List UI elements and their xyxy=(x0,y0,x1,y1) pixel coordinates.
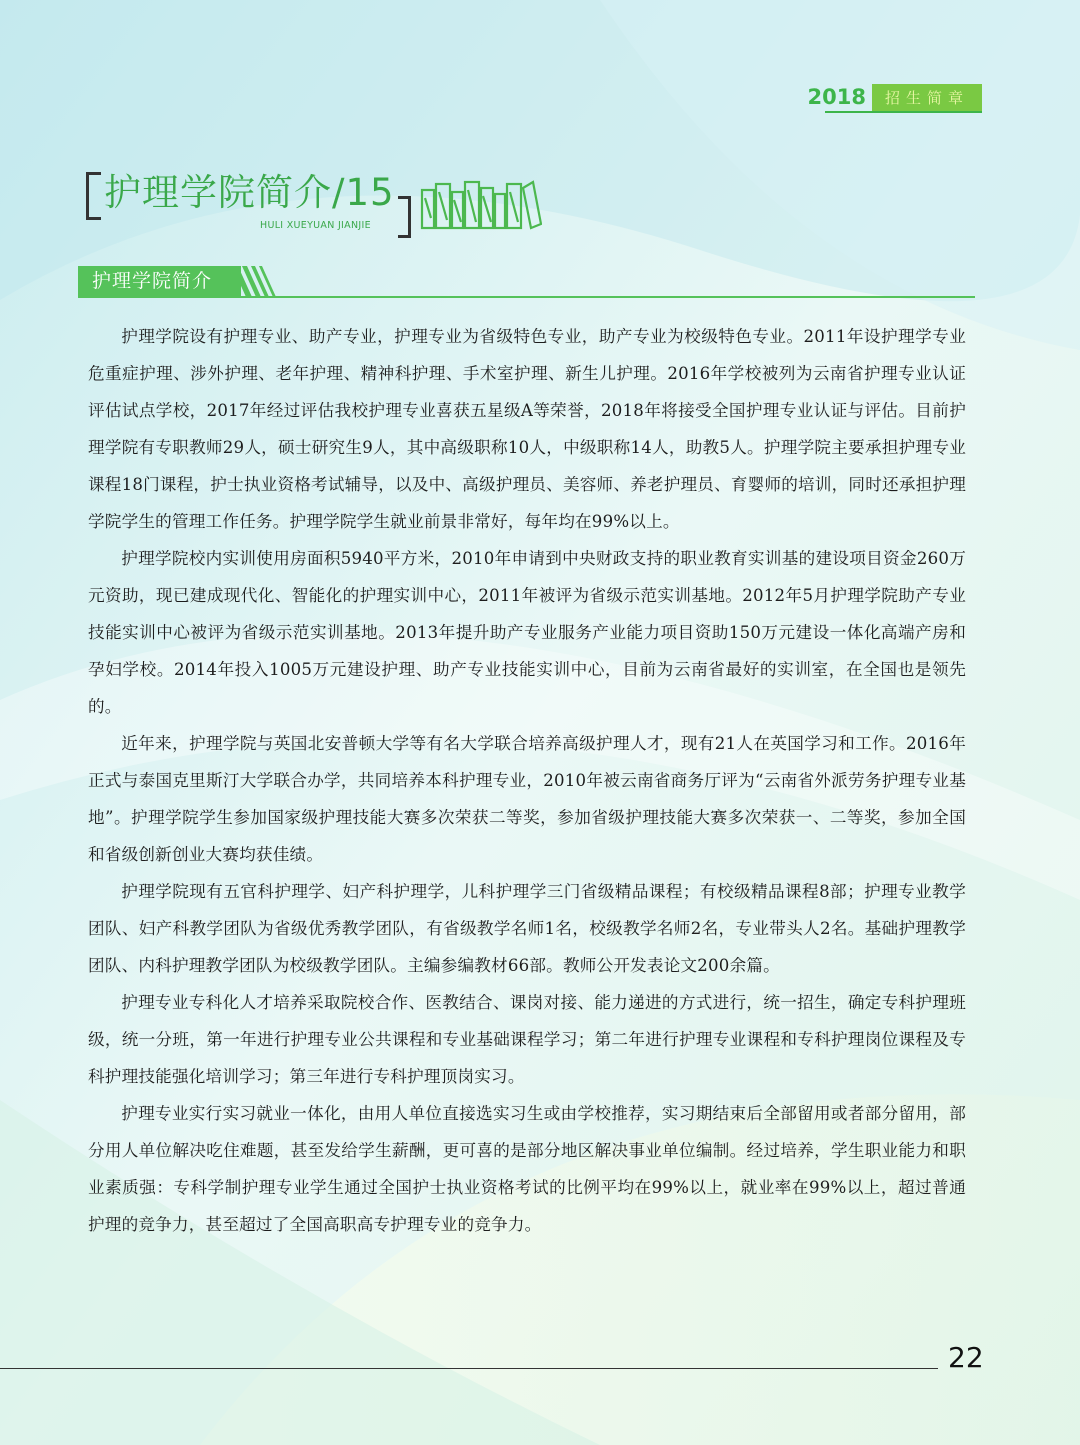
header-badge-box xyxy=(872,84,982,111)
header-underline xyxy=(825,111,982,113)
page-number: 22 xyxy=(948,1341,984,1374)
books-icon xyxy=(420,178,542,230)
paragraph: 护理学院现有五官科护理学、妇产科护理学，儿科护理学三门省级精品课程；有校级精品课程8部；护理专业教学团队、妇产科教学团队为省级优秀教学团队，有省级教学名师1名，校级教学名师2名，专业带头人2名。基础护理教学团队、内科护理教学团队为校级教学团队。主编参编教材66部。教师公开发表论文200余篇。 xyxy=(88,882,966,975)
title-bracket-left xyxy=(86,172,101,220)
title-bracket-right xyxy=(398,196,411,238)
title-pinyin: HULI XUEYUAN JIANJIE xyxy=(260,220,371,231)
paragraph: 护理专业实行实习就业一体化，由用人单位直接选实习生或由学校推荐，实习期结束后全部留用或者部分留用，部分用人单位解决吃住难题，甚至发给学生薪酬，更可喜的是部分地区解决事业单位编制。经过培养，学生职业能力和职业素质强：专科学制护理专业学生通过全国护士执业资格考试的比例平均在99%以上，就业率在99%以上，超过普通护理的竞争力，甚至超过了全国高职高专护理专业的竞争力。 xyxy=(88,1104,966,1234)
paragraph: 护理学院设有护理专业、助产专业，护理专业为省级特色专业，助产专业为校级特色专业。2011年设护理学专业危重症护理、涉外护理、老年护理、精神科护理、手术室护理、新生儿护理。2016年学校被列为云南省护理专业认证评估试点学校，2017年经过评估我校护理专业喜获五星级A等荣誉，2018年将接受全国护理专业认证与评估。目前护理学院有专职教师29人，硕士研究生9人，其中高级职称10人，中级职称14人，助教5人。护理学院主要承担护理专业课程18门课程，护士执业资格考试辅导，以及中、高级护理员、美容师、养老护理员、育婴师的培训，同时还承担护理学院学生的管理工作任务。护理学院学生就业前景非常好，每年均在99%以上。 xyxy=(88,327,966,531)
paragraph: 护理学院校内实训使用房面积5940平方米，2010年申请到中央财政支持的职业教育实训基的建设项目资金260万元资助，现已建成现代化、智能化的护理实训中心，2011年被评为省级示范实训基地。2012年5月护理学院助产专业技能实训中心被评为省级示范实训基地。2013年提升助产专业服务产业能力项目资助150万元建设一体化高端产房和孕妇学校。2014年投入1005万元建设护理、助产专业技能实训中心，目前为云南省最好的实训室，在全国也是领先的。 xyxy=(88,549,966,716)
header-badge-label: 招生简章 xyxy=(884,89,969,107)
section-tab-label: 护理学院简介 xyxy=(92,270,213,292)
header-badge xyxy=(808,84,982,111)
paragraph: 护理专业专科化人才培养采取院校合作、医教结合、课岗对接、能力递进的方式进行，统一招生，确定专科护理班级，统一分班，第一年进行护理专业公共课程和专业基础课程学习；第二年进行护理专业课程和专科护理岗位课程及专科护理技能强化培训学习；第三年进行专科护理顶岗实习。 xyxy=(88,993,966,1086)
title-main: 护理学院简介/15 xyxy=(104,171,395,214)
header-year: 2018 xyxy=(807,85,866,109)
tab-stripes-decoration xyxy=(232,266,276,297)
footer-rule xyxy=(0,1368,938,1369)
paragraph: 近年来，护理学院与英国北安普顿大学等有名大学联合培养高级护理人才，现有21人在英国学习和工作。2016年正式与泰国克里斯汀大学联合办学，共同培养本科护理专业，2010年被云南省商务厅评为“云南省外派劳务护理专业基地”。护理学院学生参加国家级护理技能大赛多次荣获二等奖，参加省级护理技能大赛多次荣获一、二等奖，参加全国和省级创新创业大赛均获佳绩。 xyxy=(88,734,966,864)
section-underline xyxy=(78,296,975,298)
article-body xyxy=(88,318,966,1243)
